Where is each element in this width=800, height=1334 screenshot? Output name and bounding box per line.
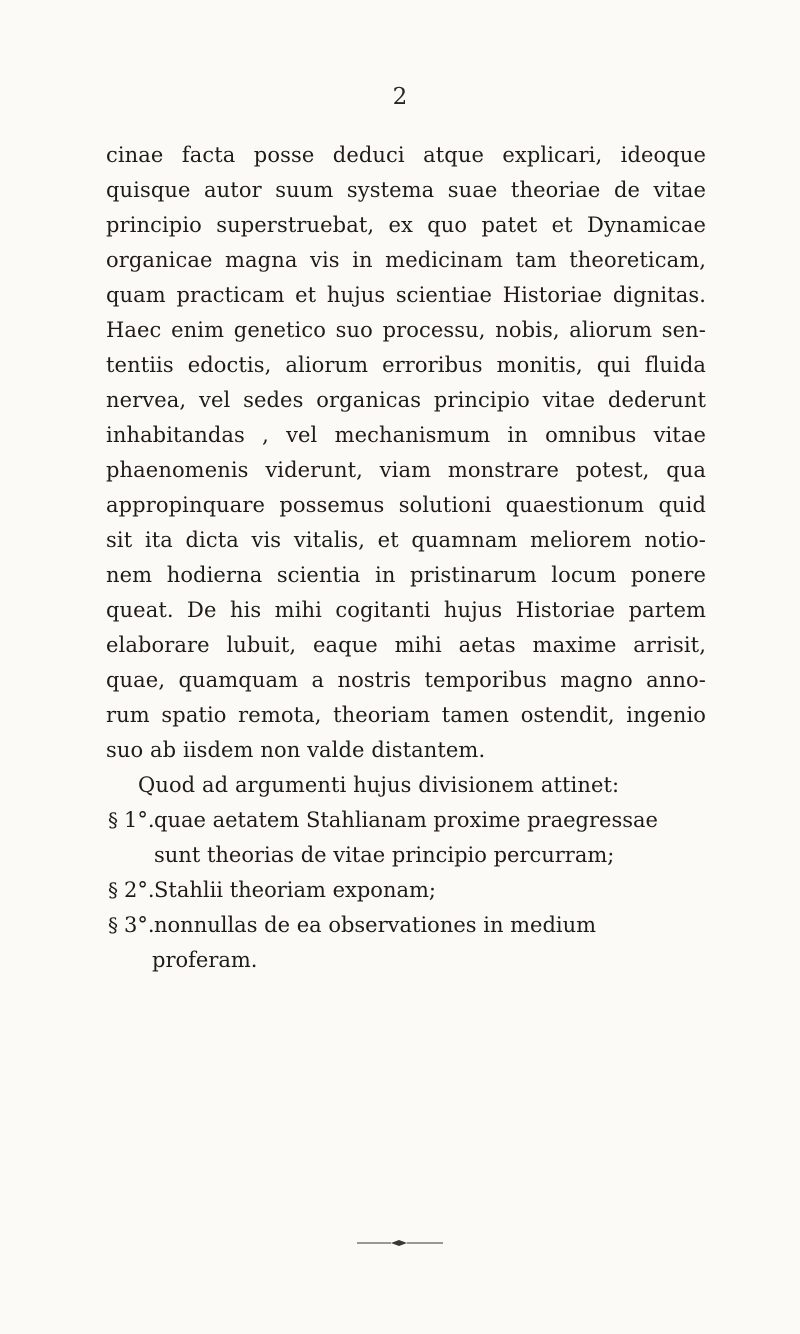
section-marker (106, 803, 154, 838)
section-text: quae aetatem Stahlianam proxime praegressae (154, 808, 658, 832)
section-item (106, 908, 706, 943)
body-text (106, 138, 706, 978)
section-marker (106, 873, 154, 908)
text-line: quae, quamquam a nostris temporibus magno anno- (106, 668, 706, 692)
text-line: sit ita dicta vis vitalis, et quamnam meliorem notio- (106, 528, 706, 552)
section-number: 1°. (124, 808, 155, 832)
text-line: elaborare lubuit, eaque mihi aetas maxime arrisit, (106, 633, 706, 657)
text-line: quam practicam et hujus scientiae Historiae dignitas. (106, 283, 706, 307)
section-number: 2°. (124, 878, 155, 902)
text-line: rum spatio remota, theoriam tamen ostendit, ingenio (106, 703, 706, 727)
text-line: nem hodierna scientia in pristinarum locum ponere (106, 563, 706, 587)
section-sign: § (108, 878, 118, 902)
text-line: queat. De his mihi cogitanti hujus Historiae partem (106, 598, 706, 622)
section-list (106, 803, 706, 978)
section-marker (106, 908, 154, 943)
text-line: principio superstruebat, ex quo patet et Dynamicae (106, 213, 706, 237)
division-intro: Quod ad argumenti hujus divisionem attinet: (138, 773, 620, 797)
section-number: 3°. (124, 913, 155, 937)
text-line: suo ab iisdem non valde distantem. (106, 738, 486, 762)
page-number: 2 (392, 84, 408, 110)
section-item (106, 873, 706, 908)
text-line: nervea, vel sedes organicas principio vitae dederunt (106, 388, 706, 412)
text-line: tentiis edoctis, aliorum erroribus monitis, qui fluida (106, 353, 706, 377)
text-line: cinae facta posse deduci atque explicari, ideoque (106, 143, 706, 167)
text-line: quisque autor suum systema suae theoriae de vitae (106, 178, 706, 202)
section-text: nonnullas de ea observationes in medium (154, 913, 597, 937)
text-line: Haec enim genetico suo processu, nobis, aliorum sen- (106, 318, 706, 342)
section-item (106, 803, 706, 873)
text-line: inhabitandas , vel mechanismum in omnibus vitae (106, 423, 706, 447)
section-text: Stahlii theoriam exponam; (154, 878, 436, 902)
section-text-continued: sunt theorias de vitae principio percurram; (154, 843, 615, 867)
text-line: appropinquare possemus solutioni quaestionum quid (106, 493, 706, 517)
section-sign: § (108, 808, 118, 832)
ornamental-rule-icon (355, 1238, 445, 1248)
section-text-continued: proferam. (152, 948, 258, 972)
text-line: phaenomenis viderunt, viam monstrare potest, qua (106, 458, 706, 482)
text-line: organicae magna vis in medicinam tam theoreticam, (106, 248, 706, 272)
section-sign: § (108, 913, 118, 937)
